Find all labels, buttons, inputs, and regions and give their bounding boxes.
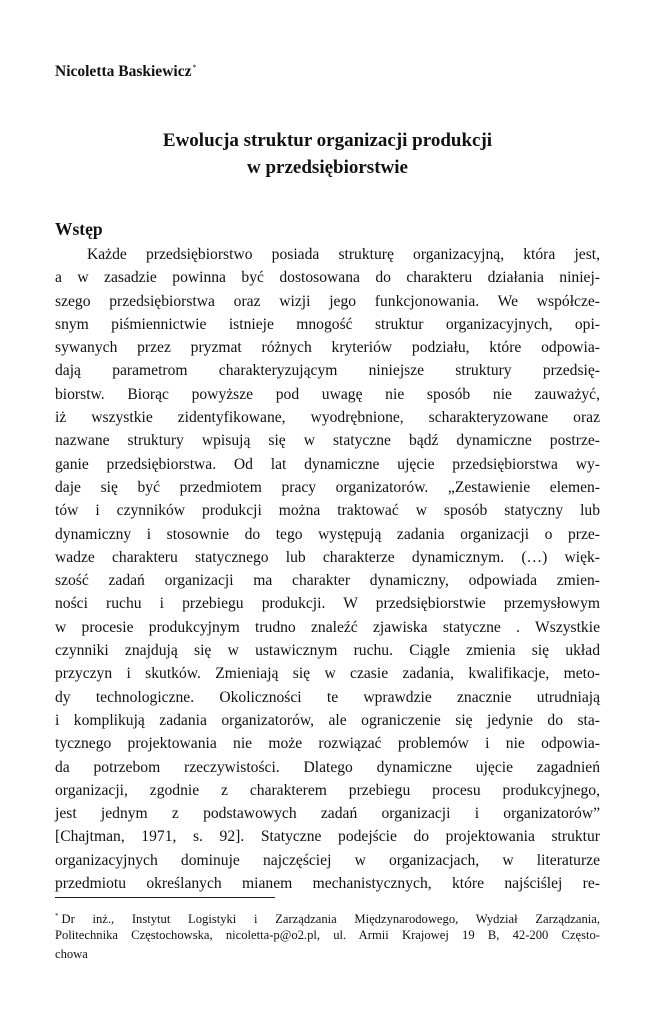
- body-text-line: szego przedsiębiorstwa oraz wizji jego funkcjonowania. We współcze-: [55, 292, 600, 310]
- body-text-line: wadze charakteru statycznego lub charakterze dynamicznym. (…) więk-: [55, 548, 600, 566]
- body-text-line: i komplikują zadania organizatorów, ale ograniczenie się jedynie do sta-: [55, 711, 600, 729]
- footnote-line-text: chowa: [55, 947, 88, 961]
- title-line-1: Ewolucja struktur organizacji produkcji: [162, 130, 493, 151]
- section-heading: Wstęp: [55, 219, 103, 239]
- body-text-line: organizacyjnych dominuje najczęściej w organizacjach, w literaturze: [55, 851, 600, 869]
- body-text-line: organizacji, zgodnie z charakterem przebiegu procesu produkcyjnego,: [55, 781, 600, 799]
- body-text-line: daje się być przedmiotem pracy organizatorów. „Zestawienie elemen-: [55, 478, 600, 496]
- footnote-divider: [55, 897, 275, 898]
- body-text-line: w procesie produkcyjnym trudno znaleźć zjawiska statyczne . Wszystkie: [55, 618, 600, 636]
- footnote-line-text: Politechnika Częstochowska, nicoletta-p@o2.pl, ul. Armii Krajowej 19 B, 42-200 Często-: [55, 928, 600, 942]
- body-text-line: przyczyn i skutków. Zmieniają się w czasie zadania, kwalifikacje, meto-: [55, 665, 600, 683]
- footnote-line: [55, 945, 600, 964]
- body-text: [55, 243, 600, 895]
- body-text-line: ganie przedsiębiorstwa. Od lat dynamiczne ujęcie przedsiębiorstwa wy-: [55, 455, 600, 473]
- body-text-line: nazwane struktury wpisują się w statyczne bądź dynamiczne postrze-: [55, 432, 600, 450]
- body-text-line: tów i czynników produkcji można traktować w sposób statyczny lub: [55, 502, 600, 520]
- body-text-line: przedmiotu określanych mianem mechanistycznych, które najściślej re-: [55, 875, 600, 893]
- body-text-line: snym piśmiennictwie istnieje mnogość struktur organizacyjnych, opi-: [55, 315, 600, 333]
- body-text-line: dają parametrom charakteryzującym niniejsze struktury przedsię-: [55, 362, 600, 380]
- body-text-line: biorstw. Biorąc powyższe pod uwagę nie sposób nie zauważyć,: [55, 385, 600, 403]
- author-name: [55, 63, 196, 81]
- footnote-marker: *: [55, 912, 59, 920]
- footnote-line-text: Dr inż., Instytut Logistyki i Zarządzania Międzynarodowego, Wydział Zarządzania,: [61, 912, 600, 927]
- body-text-line: czynniki znajdują się w ustawicznym ruchu. Ciągle zmienia się układ: [55, 642, 600, 660]
- body-text-line: dy technologiczne. Okoliczności te wprawdzie znacznie utrudniają: [55, 688, 600, 706]
- body-text-line: dynamiczny i stosownie do tego występują zadania organizacji o prze-: [55, 525, 600, 543]
- body-text-line: [Chajtman, 1971, s. 92]. Statyczne podejście do projektowania struktur: [55, 828, 600, 846]
- body-text-line: Każde przedsiębiorstwo posiada strukturę organizacyjną, która jest,: [87, 246, 600, 263]
- footnote-line: [55, 907, 600, 926]
- footnote: [55, 907, 600, 964]
- body-text-line: iż wszystkie zidentyfikowane, wyodrębnione, scharakteryzowane oraz: [55, 409, 600, 427]
- body-text-line: sywanych przez pryzmat różnych kryteriów podziału, które odpowia-: [55, 339, 600, 357]
- body-text-line: a w zasadzie powinna być dostosowana do charakteru działania niniej-: [55, 269, 600, 287]
- title-line-2: w przedsiębiorstwie: [247, 157, 408, 178]
- author-footnote-marker: *: [192, 63, 197, 72]
- author-name-text: Nicoletta Baskiewicz: [55, 63, 192, 81]
- body-text-line: tycznego projektowania nie może rozwiązać problemów i nie odpowia-: [55, 735, 600, 753]
- paper-title: [55, 127, 600, 181]
- body-text-line: szość zadań organizacji ma charakter dynamiczny, odpowiada zmien-: [55, 572, 600, 590]
- body-text-line: da potrzebom rzeczywistości. Dlatego dynamiczne ujęcie zagadnień: [55, 758, 600, 776]
- footnote-line: [55, 926, 600, 945]
- body-text-line: ności ruchu i przebiegu produkcji. W przedsiębiorstwie przemysłowym: [55, 595, 600, 613]
- body-text-line: jest jednym z podstawowych zadań organizacji i organizatorów”: [55, 805, 600, 823]
